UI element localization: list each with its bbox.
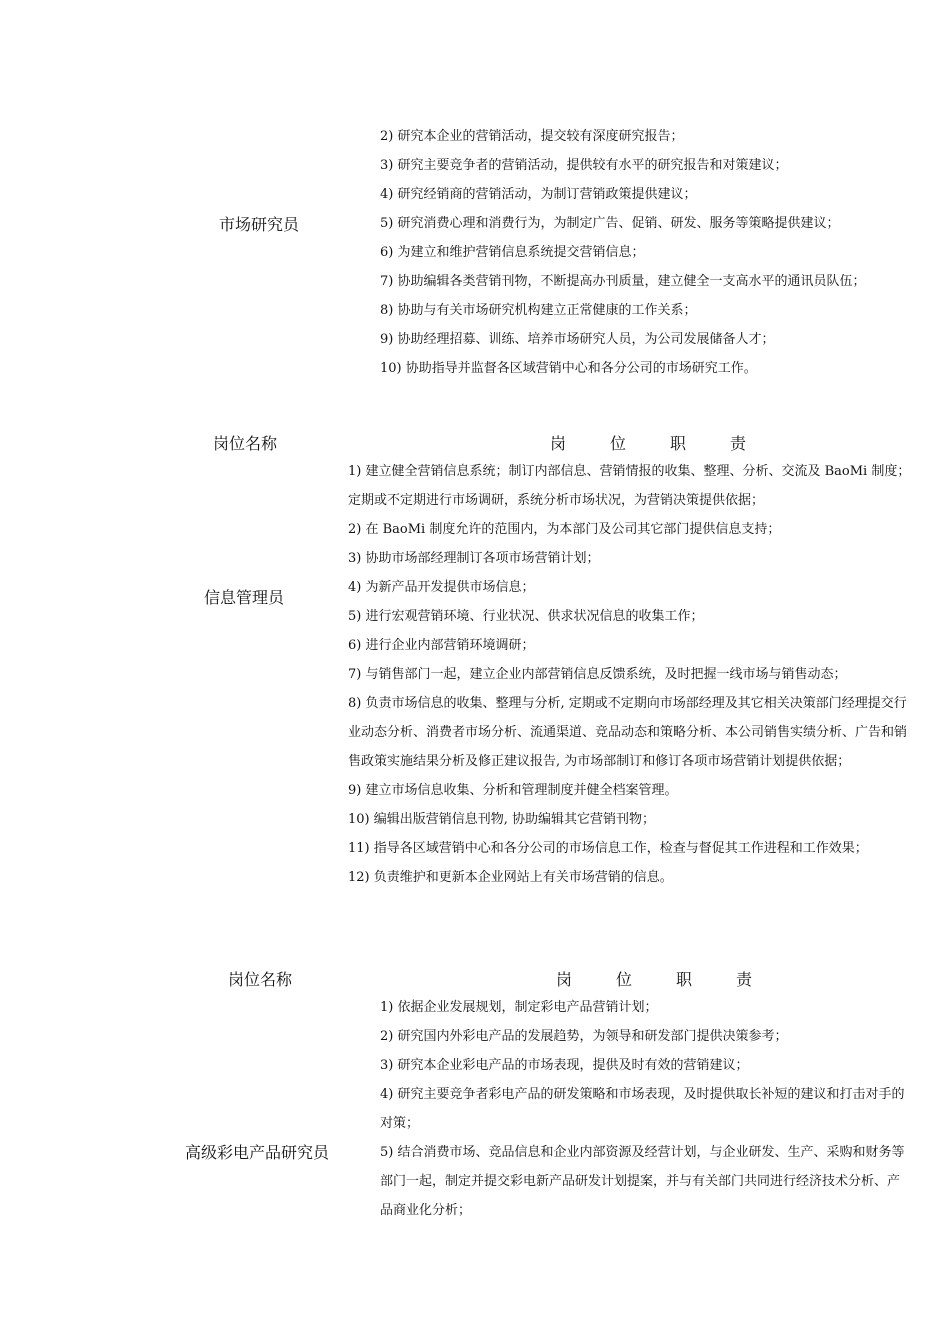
duty-item: 5) 结合消费市场、竞品信息和企业内部资源及经营计划，与企业研发、生产、采购和财务等部门一起，制定并提交彩电新产品研发计划提案，并与有关部门共同进行经济技术分析、产品商业化分析；	[380, 1145, 905, 1218]
duty-item: 8) 协助与有关市场研究机构建立正常健康的工作关系；	[380, 303, 697, 318]
role-title: 高级彩电产品研究员	[185, 1143, 330, 1162]
duty-item: 5) 进行宏观营销环境、行业状况、供求状况信息的收集工作；	[348, 609, 704, 624]
header-duties-char: 岗	[556, 970, 573, 989]
duty-item: 3) 研究本企业彩电产品的市场表现，提供及时有效的营销建议；	[380, 1058, 749, 1073]
duty-item: 4) 为新产品开发提供市场信息；	[348, 580, 535, 595]
duty-item: 12) 负责维护和更新本企业网站上有关市场营销的信息。	[348, 870, 673, 885]
duty-item: 8) 负责市场信息的收集、整理与分析, 定期或不定期向市场部经理及其它相关决策部门经理提交行业动态分析、消费者市场分析、流通渠道、竞品动态和策略分析、本公司销售实绩分析、广告和销售政策实施结果分析及修正建议报告, 为市场部制订和修订各项市场营销计划提供依据；	[348, 696, 908, 769]
header-duties-char: 责	[736, 970, 753, 989]
role-title: 市场研究员	[219, 215, 300, 234]
duty-item: 4) 研究经销商的营销活动，为制订营销政策提供建议；	[380, 187, 697, 202]
duty-item: 2) 研究国内外彩电产品的发展趋势，为领导和研发部门提供决策参考；	[380, 1029, 788, 1044]
header-duties-char: 岗	[550, 434, 567, 453]
header-position-name: 岗位名称	[213, 434, 278, 453]
duty-item: 3) 研究主要竞争者的营销活动，提供较有水平的研究报告和对策建议；	[380, 158, 788, 173]
duty-item: 1) 建立健全营销信息系统；制订内部信息、营销情报的收集、整理、分析、交流及 BaoMi 制度；定期或不定期进行市场调研，系统分析市场状况，为营销决策提供依据；	[348, 464, 911, 508]
duty-item: 6) 为建立和维护营销信息系统提交营销信息；	[380, 245, 645, 260]
duty-item: 11) 指导各区域营销中心和各分公司的市场信息工作，检查与督促其工作进程和工作效果；	[348, 841, 868, 856]
duty-item: 1) 依据企业发展规划，制定彩电产品营销计划；	[380, 1000, 658, 1015]
duty-item: 10) 编辑出版营销信息刊物, 协助编辑其它营销刊物；	[348, 812, 656, 827]
duty-list	[380, 993, 905, 1225]
duty-item: 2) 研究本企业的营销活动，提交较有深度研究报告；	[380, 129, 684, 144]
header-duties-char: 职	[676, 970, 693, 989]
duty-item: 6) 进行企业内部营销环境调研；	[348, 638, 535, 653]
duty-item: 5) 研究消费心理和消费行为，为制定广告、促销、研发、服务等策略提供建议；	[380, 216, 840, 231]
duty-item: 7) 与销售部门一起，建立企业内部营销信息反馈系统，及时把握一线市场与销售动态；	[348, 667, 847, 682]
role-title: 信息管理员	[204, 588, 285, 607]
header-duties-char: 职	[670, 434, 687, 453]
duty-item: 3) 协助市场部经理制订各项市场营销计划；	[348, 551, 600, 566]
duty-item: 4) 研究主要竞争者彩电产品的研发策略和市场表现，及时提供取长补短的建议和打击对手的对策；	[380, 1087, 905, 1131]
duty-item: 7) 协助编辑各类营销刊物，不断提高办刊质量，建立健全一支高水平的通讯员队伍；	[380, 274, 866, 289]
duty-item: 10) 协助指导并监督各区域营销中心和各分公司的市场研究工作。	[380, 361, 757, 376]
duty-item: 2) 在 BaoMi 制度允许的范围内，为本部门及公司其它部门提供信息支持；	[348, 522, 781, 537]
duty-item: 9) 协助经理招募、训练、培养市场研究人员，为公司发展储备人才；	[380, 332, 775, 347]
duty-item: 9) 建立市场信息收集、分析和管理制度并健全档案管理。	[348, 783, 678, 798]
header-position-name: 岗位名称	[228, 970, 293, 989]
header-duties-char: 责	[730, 434, 747, 453]
header-duties	[556, 967, 796, 990]
header-duties-char: 位	[616, 970, 633, 989]
table-header	[0, 967, 950, 995]
header-duties-char: 位	[610, 434, 627, 453]
